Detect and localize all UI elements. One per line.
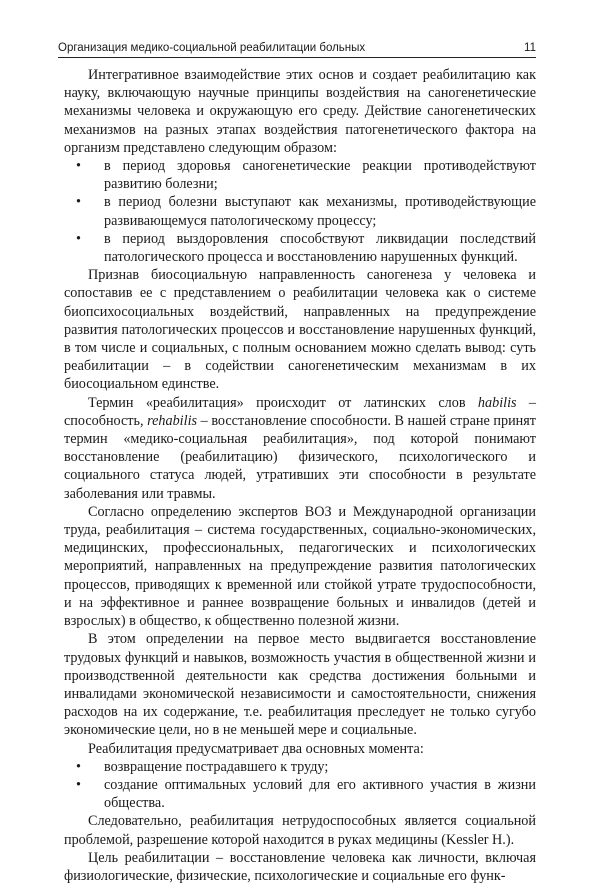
sanogenetic-stages-list (64, 157, 536, 266)
list-item: • в период выздоровления способствуют ликвидации последствий патологического процесса и восстановлению нарушенных функций. (76, 230, 536, 266)
list-item: • создание оптимальных условий для его активного участия в жизни общества. (76, 776, 536, 812)
list-item: • в период болезни выступают как механизмы, противодействующие развивающемуся патологическому процессу; (76, 193, 536, 229)
running-header-title: Организация медико-социальной реабилитации больных (58, 42, 366, 54)
latin-term-rehabilis: rehabilis (147, 412, 198, 429)
term-text-3: – восстановление способности. В нашей стране принят термин «медико-социальная реабилитация», под которой понимают восстановление (реабилитацию) физического, психологического и социального статуса людей, утративших эти способности в результате заболевания или травмы. (64, 412, 536, 502)
page-body (64, 66, 536, 885)
rehabilitation-moments-list (64, 758, 536, 813)
paragraph-labor-functions: В этом определении на первое место выдвигается восстановление трудовых функций и навыков, возможность участия в общественной жизни и производственной деятельности как средства достижения больными и инвалидами экономической независимости и самостоятельности, снижения расходов на их содержание, т.е. реабилитация преследует не только сугубо экономические цели, но в не меньшей мере и социальные. (64, 631, 536, 739)
list-item: • возвращение пострадавшего к труду; (76, 758, 536, 776)
paragraph-goal: Цель реабилитации – восстановление человека как личности, включая физиологические, физические, психологические и социальные его функ- (64, 849, 536, 884)
paragraph-social-problem: Следовательно, реабилитация нетрудоспособных является социальной проблемой, разрешение которой находится в руках медицины (Kessler H.). (64, 813, 536, 848)
running-header (58, 34, 536, 58)
paragraph-term-origin (64, 394, 536, 503)
page-number: 11 (524, 42, 536, 54)
paragraph-two-moments: Реабилитация предусматривает два основных момента: (88, 740, 424, 757)
term-text-1: Термин «реабилитация» происходит от латинских слов (88, 394, 478, 411)
paragraph-who-definition: Согласно определению экспертов ВОЗ и Международной организации труда, реабилитация – система государственных, социально-экономических, медицинских, профессиональных, педагогических и психологических мероприятий, направленных на предупреждение развития патологических процессов, приводящих к временной или стойкой утрате трудоспособности, и на эффективное и раннее возвращение больных и инвалидов (детей и взрослых) в общество, к общественно полезной жизни. (64, 503, 536, 630)
latin-term-habilis: habilis (477, 394, 517, 411)
list-item: • в период здоровья саногенетические реакции противодействуют развитию болезни; (76, 157, 536, 193)
term-text-2: – способность, (64, 394, 537, 429)
paragraph-biosocial: Признав биосоциальную направленность саногенеза у человека и сопоставив ее с представлением о реабилитации человека как о системе биопсихосоциальных воздействий, направленных на предупреждение развития патологических процессов и восстановление нарушенных функций, в том числе и социальных, с полным основанием можно сделать вывод: суть реабилитации – в содействии саногенетическим механизмам в их биосоциальном единстве. (64, 267, 536, 393)
paragraph-integrative: Интегративное взаимодействие этих основ и создает реабилитацию как науку, включающую научные принципы воздействия на саногенетические механизмы человека и окружающую его среду. Действие саногенетических механизмов на разных этапах воздействия патогенетического фактора на организм представлено следующим образом: (64, 67, 536, 156)
